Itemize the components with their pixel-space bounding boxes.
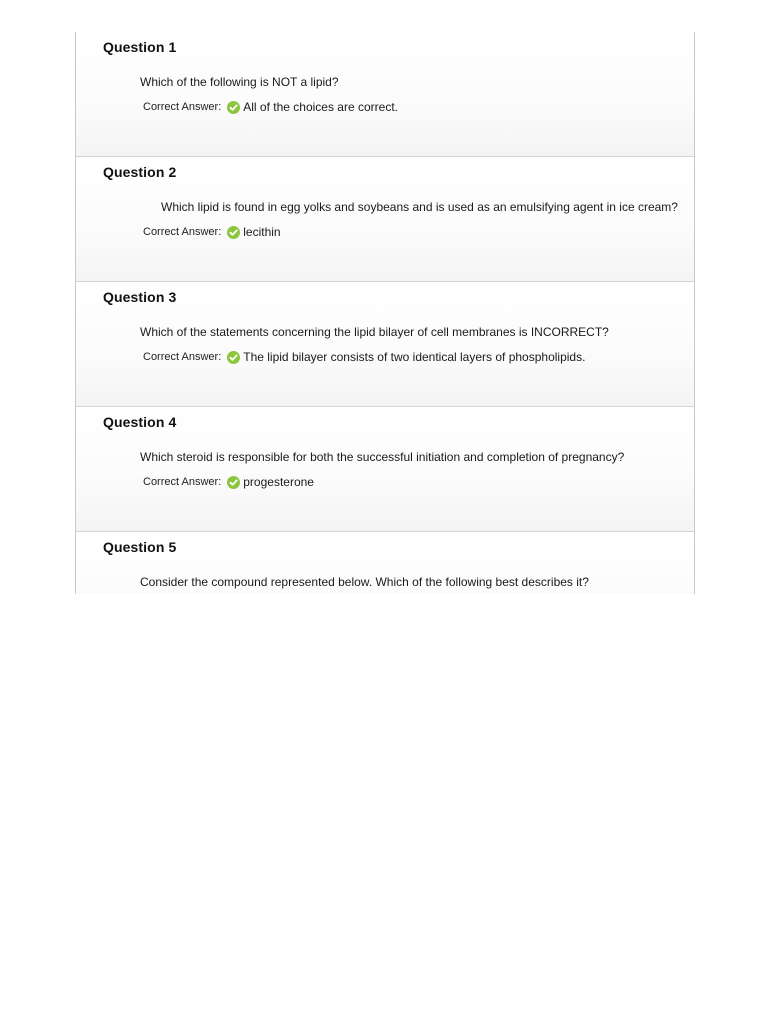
- question-title: Question 4: [103, 414, 177, 430]
- correct-answer-label: Correct Answer:: [143, 351, 222, 363]
- question-text: Consider the compound represented below. Which of the following best describes it?: [140, 575, 589, 589]
- question-block-1: [76, 32, 694, 157]
- correct-answer-row: [143, 350, 585, 364]
- quiz-results-panel: [75, 32, 695, 594]
- question-text: Which of the following is NOT a lipid?: [140, 75, 339, 89]
- correct-answer-label: Correct Answer:: [143, 226, 222, 238]
- question-block-5: [76, 532, 694, 594]
- correct-answer-row: [143, 100, 398, 114]
- correct-answer-row: [143, 225, 281, 239]
- correct-answer-row: [143, 475, 314, 489]
- question-block-4: [76, 407, 694, 532]
- question-text: Which steroid is responsible for both the successful initiation and completion of pregnancy?: [140, 450, 625, 464]
- check-circle-icon: [227, 351, 240, 364]
- correct-answer-label: Correct Answer:: [143, 101, 222, 113]
- question-block-3: [76, 282, 694, 407]
- question-text: Which lipid is found in egg yolks and soybeans and is used as an emulsifying agent in ice cream?: [161, 200, 678, 214]
- question-title: Question 5: [103, 539, 177, 555]
- check-circle-icon: [227, 226, 240, 239]
- correct-answer-text: The lipid bilayer consists of two identical layers of phospholipids.: [243, 350, 586, 364]
- check-circle-icon: [227, 476, 240, 489]
- question-text: Which of the statements concerning the lipid bilayer of cell membranes is INCORRECT?: [140, 325, 609, 339]
- correct-answer-text: All of the choices are correct.: [243, 100, 398, 114]
- correct-answer-label: Correct Answer:: [143, 476, 222, 488]
- question-title: Question 2: [103, 164, 177, 180]
- correct-answer-text: lecithin: [243, 225, 281, 239]
- question-block-2: [76, 157, 694, 282]
- correct-answer-text: progesterone: [243, 475, 314, 489]
- question-title: Question 3: [103, 289, 177, 305]
- check-circle-icon: [227, 101, 240, 114]
- question-title: Question 1: [103, 39, 177, 55]
